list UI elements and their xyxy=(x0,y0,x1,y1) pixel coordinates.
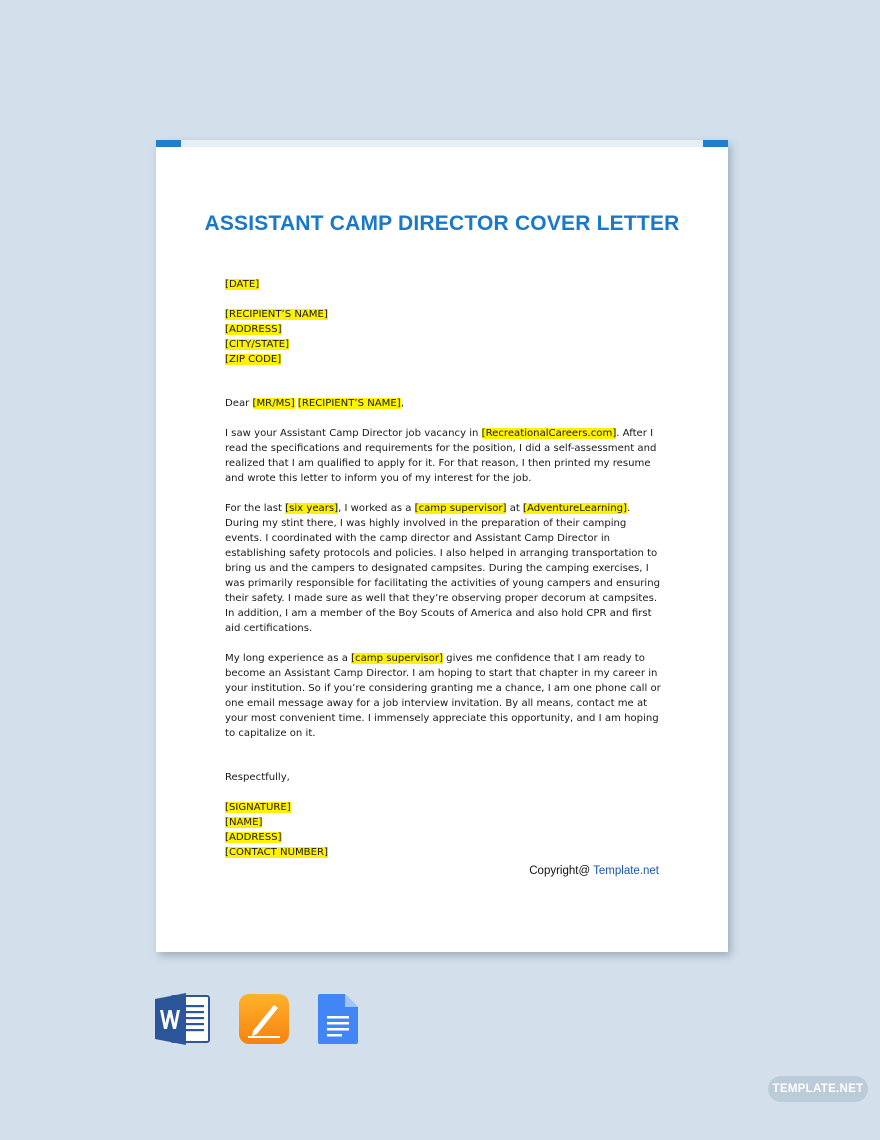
sender-contact-line xyxy=(225,845,665,860)
letter-title: ASSISTANT CAMP DIRECTOR COVER LETTER xyxy=(204,212,680,235)
p2-years-placeholder: [six years] xyxy=(285,503,339,514)
salutation-suffix: , xyxy=(400,398,404,409)
page-top-bar xyxy=(156,140,728,147)
p2-text-d: . During my stint there, I was highly involved in the preparation of their camping events. I coordinated with the camp director and Assistant Camp Director in establishing safety protocols and policies. I also helped in arranging transportation to bring us and the campers to designated campsites. During the camping exercises, I was primarily responsible for facilitating the activities of young campers and ensuring their safety. I made sure as well that they’re observing proper decorum at campsites. In addition, I am a member of the Boy Scouts of America and also hold CPR and first aid certifications. xyxy=(225,503,661,634)
salutation-title-placeholder: [MR/MS] xyxy=(252,398,295,409)
p2-role-placeholder: [camp supervisor] xyxy=(414,503,507,514)
p2-text-b: , I worked as a xyxy=(338,503,415,514)
recipient-address-placeholder: [ADDRESS] xyxy=(225,324,282,335)
letter-page xyxy=(156,140,728,952)
p1-website-placeholder: [RecreationalCareers.com] xyxy=(481,428,617,439)
pages-icon[interactable] xyxy=(238,993,290,1045)
sender-name-placeholder: [NAME] xyxy=(225,817,263,828)
salutation-prefix: Dear xyxy=(225,398,253,409)
corner-accent-right xyxy=(703,140,728,147)
p3-text-b: gives me confidence that I am ready to become an Assistant Camp Director. I am hoping to start that chapter in my career in your institution. So if you’re considering granting me a chance, I am one phone call or one email message away for a job interview invitation. By all means, contact me at your most convenient time. I immensely appreciate this opportunity, and I am hoping to capitalize on it. xyxy=(225,653,661,739)
recipient-zip-line xyxy=(225,352,665,367)
recipient-name-placeholder: [RECIPIENT’S NAME] xyxy=(225,309,328,320)
copyright-notice xyxy=(529,865,659,877)
signature-line xyxy=(225,800,665,815)
recipient-name-line xyxy=(225,307,665,322)
corner-accent-left xyxy=(156,140,181,147)
word-icon[interactable] xyxy=(155,993,211,1045)
sender-address-line xyxy=(225,830,665,845)
p1-text-b: . After I read the specifications and requirements for the position, I did a self-assessment and realized that I am qualified to apply for it. For that reason, I then printed my resume and wrote this letter to inform you of my interest for the job. xyxy=(225,428,657,484)
salutation-name-placeholder: [RECIPIENT’S NAME] xyxy=(297,398,401,409)
recipient-zip-placeholder: [ZIP CODE] xyxy=(225,354,282,365)
recipient-city-placeholder: [CITY/STATE] xyxy=(225,339,290,350)
date-line xyxy=(225,277,665,292)
google-docs-icon[interactable] xyxy=(317,993,359,1045)
paragraph-3 xyxy=(225,651,665,741)
template-watermark: TEMPLATE.NET xyxy=(768,1076,868,1102)
closing: Respectfully, xyxy=(225,772,290,783)
p3-text-a: My long experience as a xyxy=(225,653,352,664)
letter-body xyxy=(225,277,665,860)
sender-contact-placeholder: [CONTACT NUMBER] xyxy=(225,847,328,858)
sender-address-placeholder: [ADDRESS] xyxy=(225,832,282,843)
p2-text-a: For the last xyxy=(225,503,286,514)
copyright-prefix: Copyright@ xyxy=(529,865,594,877)
date-placeholder: [DATE] xyxy=(225,279,260,290)
paragraph-2 xyxy=(225,501,665,636)
signature-placeholder: [SIGNATURE] xyxy=(225,802,291,813)
p3-role-placeholder: [camp supervisor] xyxy=(351,653,443,664)
p2-company-placeholder: [AdventureLearning] xyxy=(523,503,627,514)
p2-text-c: at xyxy=(506,503,524,514)
paragraph-1 xyxy=(225,426,665,486)
sender-name-line xyxy=(225,815,665,830)
recipient-city-line xyxy=(225,337,665,352)
p1-text-a: I saw your Assistant Camp Director job vacancy in xyxy=(225,428,482,439)
recipient-address-line xyxy=(225,322,665,337)
copyright-site-link[interactable]: Template.net xyxy=(593,865,659,877)
salutation xyxy=(225,396,665,411)
